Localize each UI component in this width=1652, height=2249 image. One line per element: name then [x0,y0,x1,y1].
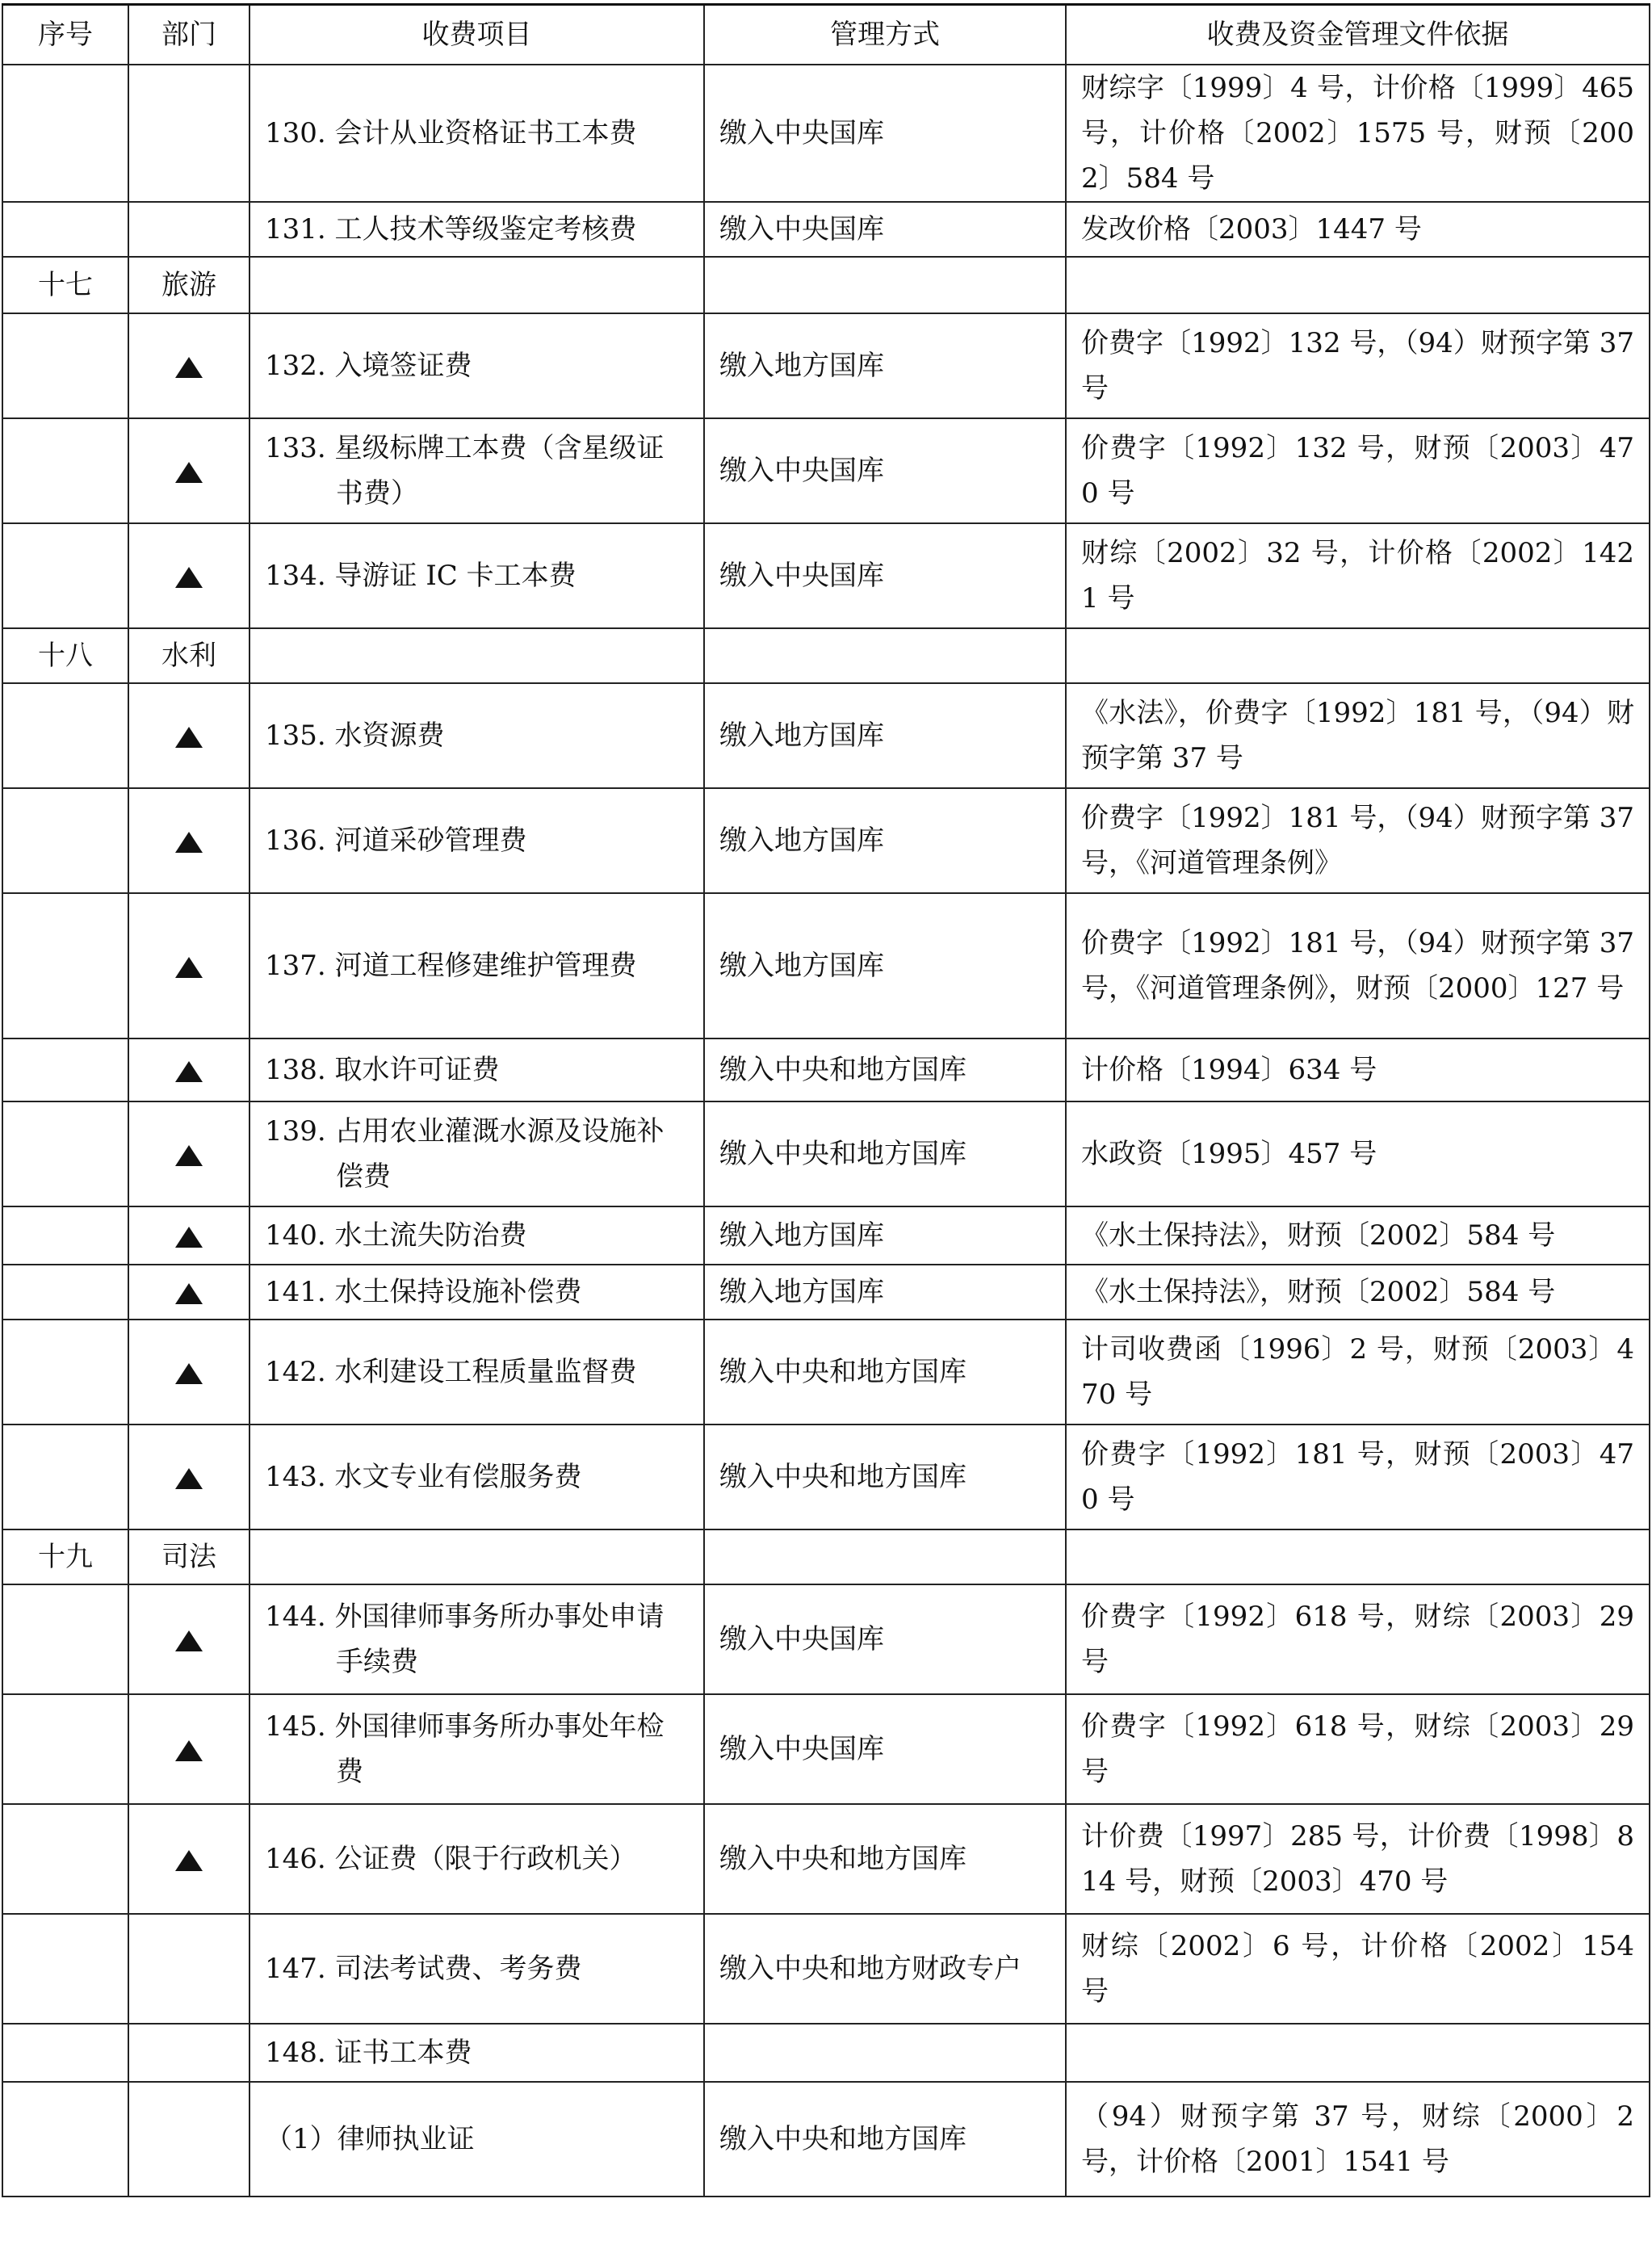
cell-mgmt: 缴入中央国库 [704,65,1066,202]
cell-dept: 水利 [128,628,249,683]
cell-mgmt: 缴入中央国库 [704,418,1066,523]
triangle-marker-icon [175,357,203,378]
cell-dept [128,1206,249,1265]
cell-dept [128,2024,249,2082]
cell-item [249,313,704,418]
item-label: 143. 水文专业有偿服务费 [265,1461,582,1493]
cell-basis: 价费字〔1992〕132 号，财预〔2003〕470 号 [1066,418,1650,523]
cell-dept [128,1584,249,1694]
cell-mgmt: 缴入中央和地方财政专户 [704,1914,1066,2024]
cell-mgmt [704,628,1066,683]
cell-seq [2,1206,128,1265]
cell-dept [128,1694,249,1804]
cell-mgmt: 缴入中央和地方国库 [704,2082,1066,2197]
cell-dept [128,418,249,523]
cell-dept [128,893,249,1038]
cell-mgmt: 缴入中央和地方国库 [704,1038,1066,1101]
cell-mgmt: 缴入地方国库 [704,893,1066,1038]
table-row [2,683,1650,788]
table-row [2,418,1650,523]
triangle-marker-icon [175,832,203,853]
cell-basis: 《水土保持法》，财预〔2002〕584 号 [1066,1265,1650,1320]
cell-basis: 价费字〔1992〕132 号，（94）财预字第 37 号 [1066,313,1650,418]
cell-dept [128,1265,249,1320]
table-row [2,313,1650,418]
cell-seq [2,788,128,893]
cell-mgmt [704,1529,1066,1584]
triangle-marker-icon [175,1061,203,1082]
cell-item [249,2082,704,2197]
table-row [2,1320,1650,1425]
triangle-marker-icon [175,1850,203,1871]
cell-seq [2,313,128,418]
table-row [2,1038,1650,1101]
cell-mgmt: 缴入中央国库 [704,202,1066,257]
cell-dept [128,2082,249,2197]
triangle-marker-icon [175,1145,203,1166]
cell-item [249,1804,704,1914]
cell-basis [1066,257,1650,313]
table-row [2,1206,1650,1265]
item-label: 134. 导游证 IC 卡工本费 [265,560,577,592]
cell-dept [128,1425,249,1529]
item-label: 137. 河道工程修建维护管理费 [265,950,637,982]
cell-seq [2,2024,128,2082]
table-row [2,2024,1650,2082]
item-label: 145. 外国律师事务所办事处年检费 [265,1710,665,1788]
cell-basis: 价费字〔1992〕181 号，（94）财预字第 37 号，《河道管理条例》，财预〔2000〕127 号 [1066,893,1650,1038]
item-label: 146. 公证费（限于行政机关） [265,1843,637,1875]
cell-item [249,1584,704,1694]
cell-basis: 《水法》，价费字〔1992〕181 号，（94）财预字第 37 号 [1066,683,1650,788]
cell-seq [2,2082,128,2197]
cell-item [249,202,704,257]
cell-mgmt: 缴入中央国库 [704,1584,1066,1694]
table-header-row [2,5,1650,65]
cell-mgmt: 缴入地方国库 [704,1206,1066,1265]
cell-mgmt: 缴入中央和地方国库 [704,1425,1066,1529]
cell-dept [128,313,249,418]
cell-item [249,418,704,523]
cell-mgmt: 缴入地方国库 [704,788,1066,893]
cell-dept [128,1101,249,1206]
table-row [2,1804,1650,1914]
cell-dept [128,683,249,788]
fee-table [2,3,1650,2197]
table-row [2,2082,1650,2197]
cell-dept [128,1320,249,1425]
cell-item [249,1038,704,1101]
cell-seq [2,202,128,257]
cell-mgmt: 缴入中央国库 [704,523,1066,628]
cell-basis: （94）财预字第 37 号，财综〔2000〕2 号，计价格〔2001〕1541 号 [1066,2082,1650,2197]
item-label: 142. 水利建设工程质量监督费 [265,1356,637,1388]
cell-item [249,1914,704,2024]
cell-item [249,1694,704,1804]
cell-seq [2,523,128,628]
table-row [2,788,1650,893]
cell-item [249,257,704,313]
cell-basis: 计价格〔1994〕634 号 [1066,1038,1650,1101]
cell-basis: 财综〔2002〕32 号，计价格〔2002〕1421 号 [1066,523,1650,628]
header-basis: 收费及资金管理文件依据 [1066,5,1650,65]
table-row [2,65,1650,202]
cell-item [249,523,704,628]
cell-basis [1066,628,1650,683]
item-label: 147. 司法考试费、考务费 [265,1953,582,1985]
cell-item [249,628,704,683]
cell-seq [2,1265,128,1320]
cell-dept [128,788,249,893]
item-label: 144. 外国律师事务所办事处申请手续费 [265,1601,665,1678]
cell-item [249,1529,704,1584]
cell-mgmt: 缴入中央和地方国库 [704,1804,1066,1914]
header-dept: 部门 [128,5,249,65]
triangle-marker-icon [175,462,203,483]
cell-mgmt: 缴入地方国库 [704,1265,1066,1320]
cell-seq [2,65,128,202]
cell-seq [2,1584,128,1694]
cell-basis: 财综字〔1999〕4 号，计价格〔1999〕465 号，计价格〔2002〕1575 号，财预〔2002〕584 号 [1066,65,1650,202]
section-row [2,257,1650,313]
cell-mgmt: 缴入中央和地方国库 [704,1101,1066,1206]
triangle-marker-icon [175,1740,203,1761]
table-body [2,65,1650,2197]
cell-dept [128,523,249,628]
item-label: 133. 星级标牌工本费（含星级证书费） [265,432,665,510]
cell-mgmt: 缴入中央和地方国库 [704,1320,1066,1425]
cell-dept [128,202,249,257]
table-row [2,1584,1650,1694]
cell-seq: 十八 [2,628,128,683]
triangle-marker-icon [175,727,203,748]
cell-seq [2,683,128,788]
cell-item [249,1425,704,1529]
cell-basis [1066,1529,1650,1584]
item-label: 135. 水资源费 [265,720,445,752]
table-row [2,1265,1650,1320]
cell-mgmt: 缴入中央国库 [704,1694,1066,1804]
triangle-marker-icon [175,1630,203,1651]
table-row [2,893,1650,1038]
cell-item [249,1101,704,1206]
cell-item [249,788,704,893]
item-label: 139. 占用农业灌溉水源及设施补偿费 [265,1115,665,1193]
cell-dept [128,1804,249,1914]
cell-seq [2,1914,128,2024]
table-row [2,523,1650,628]
cell-item [249,1265,704,1320]
item-label: 130. 会计从业资格证书工本费 [265,117,637,149]
item-label: 148. 证书工本费 [265,2037,472,2069]
cell-seq [2,1038,128,1101]
table-row [2,202,1650,257]
cell-seq: 十九 [2,1529,128,1584]
cell-seq [2,418,128,523]
table-row [2,1914,1650,2024]
cell-seq: 十七 [2,257,128,313]
cell-item [249,683,704,788]
triangle-marker-icon [175,1283,203,1304]
item-label: 138. 取水许可证费 [265,1054,500,1086]
cell-seq [2,1101,128,1206]
cell-mgmt: 缴入地方国库 [704,683,1066,788]
cell-basis: 价费字〔1992〕181 号，（94）财预字第 37 号，《河道管理条例》 [1066,788,1650,893]
cell-basis: 《水土保持法》，财预〔2002〕584 号 [1066,1206,1650,1265]
cell-dept: 司法 [128,1529,249,1584]
header-seq: 序号 [2,5,128,65]
section-row [2,628,1650,683]
cell-basis: 价费字〔1992〕618 号，财综〔2003〕29 号 [1066,1584,1650,1694]
table-row [2,1425,1650,1529]
cell-item [249,2024,704,2082]
triangle-marker-icon [175,567,203,588]
cell-basis: 价费字〔1992〕618 号，财综〔2003〕29 号 [1066,1694,1650,1804]
cell-dept [128,65,249,202]
cell-basis [1066,2024,1650,2082]
cell-mgmt: 缴入地方国库 [704,313,1066,418]
section-row [2,1529,1650,1584]
cell-mgmt [704,257,1066,313]
cell-seq [2,893,128,1038]
cell-seq [2,1425,128,1529]
triangle-marker-icon [175,1227,203,1248]
cell-item [249,65,704,202]
cell-basis: 计司收费函〔1996〕2 号，财预〔2003〕470 号 [1066,1320,1650,1425]
header-mgmt: 管理方式 [704,5,1066,65]
triangle-marker-icon [175,957,203,978]
cell-item [249,1206,704,1265]
cell-dept: 旅游 [128,257,249,313]
cell-basis: 发改价格〔2003〕1447 号 [1066,202,1650,257]
cell-seq [2,1804,128,1914]
cell-item [249,893,704,1038]
cell-basis: 计价费〔1997〕285 号，计价费〔1998〕814 号，财预〔2003〕470 号 [1066,1804,1650,1914]
triangle-marker-icon [175,1468,203,1489]
cell-mgmt [704,2024,1066,2082]
cell-basis: 财综〔2002〕6 号，计价格〔2002〕154 号 [1066,1914,1650,2024]
table-row [2,1101,1650,1206]
item-label: （1）律师执业证 [265,2123,475,2155]
cell-dept [128,1914,249,2024]
item-label: 132. 入境签证费 [265,350,472,382]
item-label: 141. 水土保持设施补偿费 [265,1276,582,1308]
item-label: 140. 水土流失防治费 [265,1219,527,1252]
cell-seq [2,1694,128,1804]
item-label: 136. 河道采砂管理费 [265,824,527,857]
cell-seq [2,1320,128,1425]
cell-basis: 水政资〔1995〕457 号 [1066,1101,1650,1206]
triangle-marker-icon [175,1363,203,1384]
item-label: 131. 工人技术等级鉴定考核费 [265,213,637,245]
table-row [2,1694,1650,1804]
cell-item [249,1320,704,1425]
cell-dept [128,1038,249,1101]
cell-basis: 价费字〔1992〕181 号，财预〔2003〕470 号 [1066,1425,1650,1529]
header-item: 收费项目 [249,5,704,65]
